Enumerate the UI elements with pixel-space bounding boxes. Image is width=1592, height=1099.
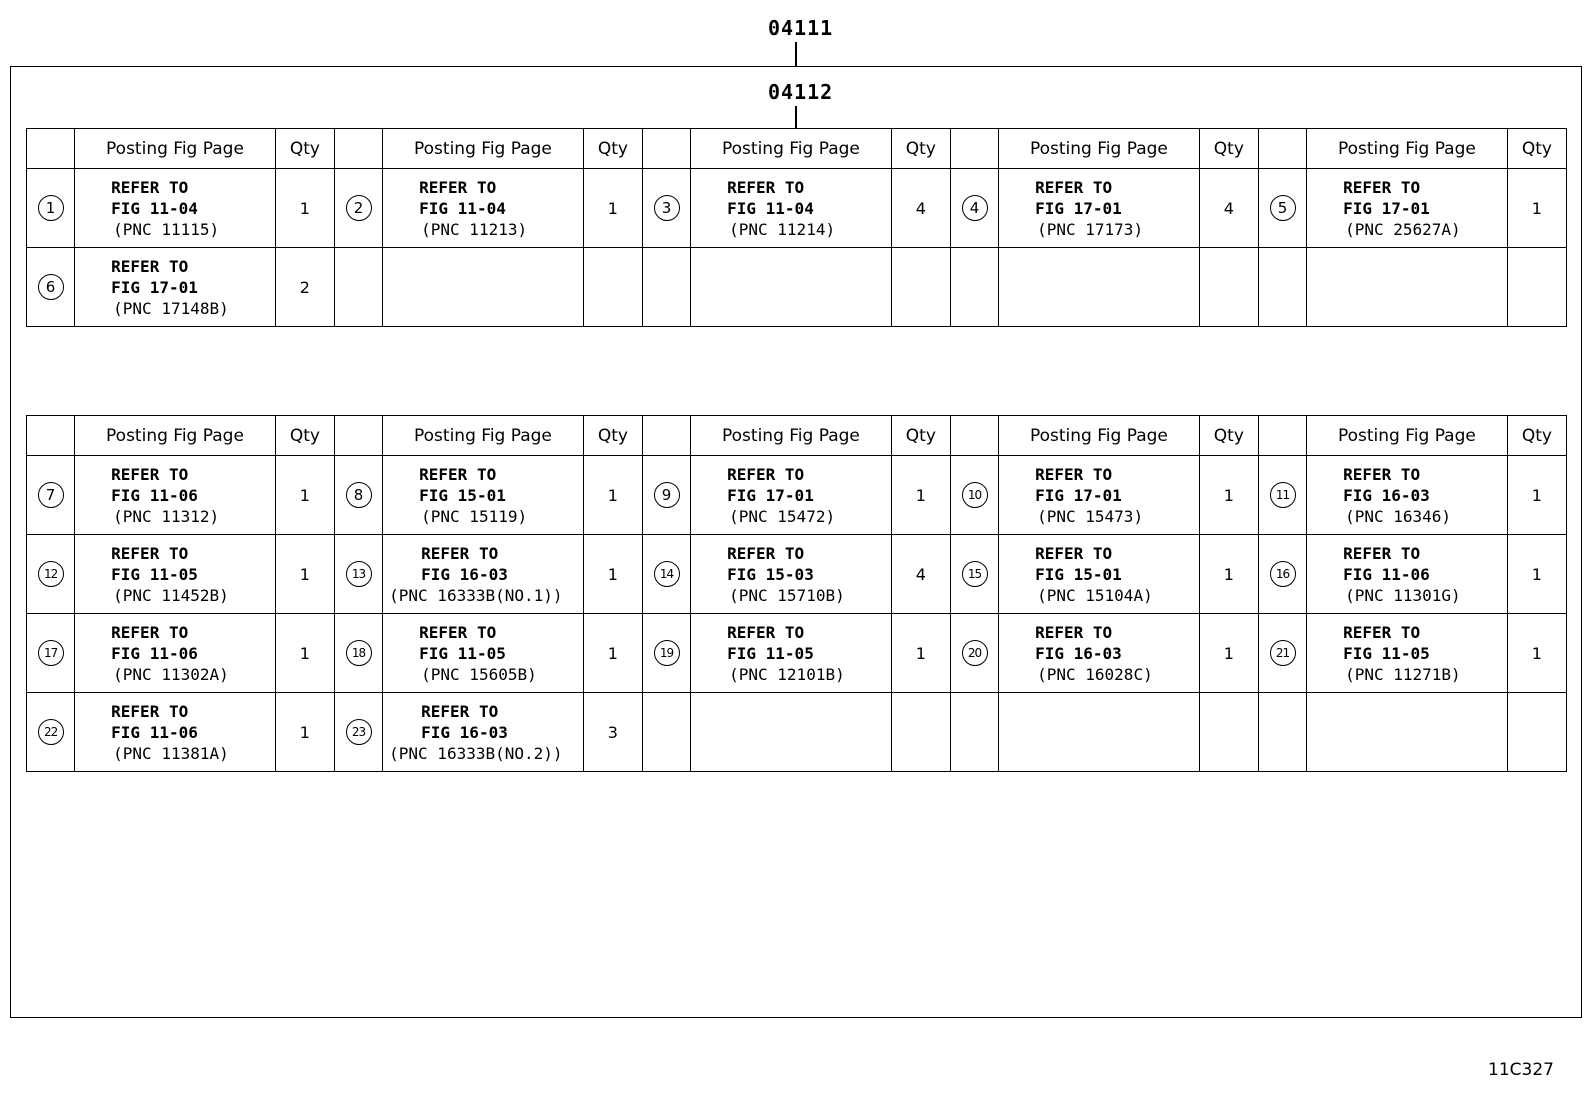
item-number-cell	[334, 169, 382, 248]
posting-fig-page-cell	[1307, 535, 1508, 614]
refer-to-text	[1307, 543, 1507, 606]
refer-line-l2: FIG 17-01	[1343, 198, 1430, 218]
refer-line-l1: REFER TO	[111, 464, 189, 484]
qty-value: 1	[1531, 198, 1542, 218]
header-posting: Posting Fig Page	[691, 416, 892, 456]
qty-cell	[275, 614, 334, 693]
refer-line-l1: REFER TO	[421, 543, 499, 563]
qty-cell	[275, 248, 334, 327]
header-posting: Posting Fig Page	[999, 129, 1200, 169]
table-row	[27, 456, 1567, 535]
item-number-badge: 5	[1270, 195, 1296, 221]
posting-fig-page-cell	[1307, 169, 1508, 248]
item-number-badge: 9	[654, 482, 680, 508]
item-number-cell	[642, 535, 690, 614]
refer-line-l2: FIG 17-01	[1035, 485, 1122, 505]
item-number-cell	[27, 693, 75, 772]
qty-cell	[583, 614, 642, 693]
qty-cell	[583, 248, 642, 327]
item-number-badge: 23	[346, 719, 372, 745]
qty-cell	[275, 456, 334, 535]
header-qty: Qty	[1507, 416, 1566, 456]
qty-cell	[891, 456, 950, 535]
qty-value: 1	[1223, 643, 1234, 663]
header-row	[27, 129, 1567, 169]
qty-cell	[891, 614, 950, 693]
refer-line-l3: (PNC 15605B)	[421, 664, 537, 684]
qty-cell	[275, 535, 334, 614]
refer-to-text	[691, 543, 891, 606]
refer-line-l2: FIG 11-06	[111, 485, 198, 505]
qty-cell	[1199, 693, 1258, 772]
header-qty: Qty	[275, 416, 334, 456]
parts-reference-table-2	[26, 415, 1567, 772]
header-posting: Posting Fig Page	[75, 416, 276, 456]
qty-value: 4	[915, 564, 926, 584]
refer-line-l1: REFER TO	[1343, 622, 1421, 642]
item-number-badge: 14	[654, 561, 680, 587]
posting-fig-page-cell	[383, 248, 584, 327]
qty-cell	[583, 456, 642, 535]
refer-line-l2: FIG 11-04	[419, 198, 506, 218]
qty-cell	[891, 693, 950, 772]
refer-line-l1: REFER TO	[1035, 177, 1113, 197]
header-num-cell	[27, 416, 75, 456]
posting-fig-page-cell	[383, 535, 584, 614]
refer-line-l2: FIG 11-06	[111, 722, 198, 742]
header-posting: Posting Fig Page	[691, 129, 892, 169]
refer-line-l3: (PNC 16333B(NO.1))	[389, 585, 563, 605]
item-number-cell	[642, 693, 690, 772]
item-number-cell	[334, 248, 382, 327]
posting-fig-page-cell	[691, 248, 892, 327]
refer-line-l1: REFER TO	[419, 464, 497, 484]
refer-line-l3: (PNC 25627A)	[1345, 219, 1461, 239]
header-qty: Qty	[1199, 416, 1258, 456]
item-number-cell	[950, 456, 998, 535]
qty-value: 1	[299, 485, 310, 505]
qty-cell	[891, 248, 950, 327]
refer-line-l3: (PNC 15104A)	[1037, 585, 1153, 605]
refer-line-l2: FIG 16-03	[1035, 643, 1122, 663]
refer-line-l1: REFER TO	[1343, 177, 1421, 197]
refer-line-l3: (PNC 11115)	[113, 219, 220, 239]
qty-cell	[583, 535, 642, 614]
item-number-badge: 21	[1270, 640, 1296, 666]
posting-fig-page-cell	[999, 456, 1200, 535]
posting-fig-page-cell	[691, 614, 892, 693]
refer-to-text	[383, 701, 583, 764]
qty-cell	[891, 169, 950, 248]
posting-fig-page-cell	[75, 169, 276, 248]
item-number-cell	[334, 456, 382, 535]
qty-cell	[891, 535, 950, 614]
refer-line-l2: FIG 17-01	[111, 277, 198, 297]
item-number-cell	[1258, 456, 1306, 535]
refer-to-text	[75, 543, 275, 606]
posting-fig-page-cell	[1307, 456, 1508, 535]
refer-line-l2: FIG 17-01	[727, 485, 814, 505]
refer-to-text	[75, 464, 275, 527]
item-number-badge: 12	[38, 561, 64, 587]
refer-to-text	[1307, 177, 1507, 240]
item-number-badge: 18	[346, 640, 372, 666]
header-qty: Qty	[1199, 129, 1258, 169]
item-number-badge: 10	[962, 482, 988, 508]
refer-line-l3: (PNC 16028C)	[1037, 664, 1153, 684]
refer-to-text	[691, 622, 891, 685]
refer-line-l2: FIG 11-05	[111, 564, 198, 584]
header-num-cell	[334, 416, 382, 456]
posting-fig-page-cell	[1307, 693, 1508, 772]
posting-fig-page-cell	[383, 169, 584, 248]
posting-fig-page-cell	[75, 693, 276, 772]
item-number-cell	[27, 535, 75, 614]
refer-to-text	[999, 543, 1199, 606]
header-posting: Posting Fig Page	[383, 416, 584, 456]
refer-line-l3: (PNC 11271B)	[1345, 664, 1461, 684]
leader-line-inner	[795, 106, 797, 128]
item-number-cell	[334, 535, 382, 614]
refer-line-l3: (PNC 16333B(NO.2))	[389, 743, 563, 763]
header-num-cell	[950, 129, 998, 169]
posting-fig-page-cell	[691, 456, 892, 535]
item-number-badge: 7	[38, 482, 64, 508]
item-number-cell	[27, 614, 75, 693]
table-row	[27, 169, 1567, 248]
posting-fig-page-cell	[999, 614, 1200, 693]
qty-value: 1	[1531, 485, 1542, 505]
posting-fig-page-cell	[691, 693, 892, 772]
qty-cell	[1199, 535, 1258, 614]
item-number-cell	[950, 169, 998, 248]
header-num-cell	[950, 416, 998, 456]
qty-value: 1	[1223, 485, 1234, 505]
header-qty: Qty	[891, 129, 950, 169]
posting-fig-page-cell	[75, 456, 276, 535]
refer-line-l2: FIG 15-03	[727, 564, 814, 584]
posting-fig-page-cell	[1307, 248, 1508, 327]
refer-line-l3: (PNC 15119)	[421, 506, 528, 526]
refer-line-l3: (PNC 17173)	[1037, 219, 1144, 239]
table-row	[27, 614, 1567, 693]
refer-line-l3: (PNC 12101B)	[729, 664, 845, 684]
refer-line-l2: FIG 16-03	[421, 564, 508, 584]
qty-cell	[1507, 456, 1566, 535]
posting-fig-page-cell	[75, 535, 276, 614]
header-num-cell	[1258, 129, 1306, 169]
qty-value: 3	[607, 722, 618, 742]
refer-line-l1: REFER TO	[111, 701, 189, 721]
refer-line-l1: REFER TO	[1035, 622, 1113, 642]
item-number-badge: 20	[962, 640, 988, 666]
refer-line-l1: REFER TO	[1343, 464, 1421, 484]
refer-line-l2: FIG 11-05	[727, 643, 814, 663]
refer-line-l3: (PNC 11312)	[113, 506, 220, 526]
item-number-cell	[950, 535, 998, 614]
refer-line-l3: (PNC 15710B)	[729, 585, 845, 605]
refer-line-l2: FIG 16-03	[1343, 485, 1430, 505]
qty-value: 1	[1531, 643, 1542, 663]
refer-to-text	[75, 701, 275, 764]
header-qty: Qty	[583, 129, 642, 169]
refer-line-l2: FIG 11-06	[111, 643, 198, 663]
refer-line-l1: REFER TO	[727, 543, 805, 563]
refer-line-l1: REFER TO	[111, 622, 189, 642]
leader-line-top	[795, 42, 797, 66]
qty-cell	[1507, 248, 1566, 327]
item-number-badge: 19	[654, 640, 680, 666]
refer-to-text	[383, 464, 583, 527]
refer-line-l3: (PNC 11301G)	[1345, 585, 1461, 605]
refer-line-l2: FIG 17-01	[1035, 198, 1122, 218]
item-number-badge: 3	[654, 195, 680, 221]
refer-line-l1: REFER TO	[1035, 543, 1113, 563]
refer-line-l2: FIG 11-05	[419, 643, 506, 663]
qty-value: 1	[915, 485, 926, 505]
item-number-cell	[642, 614, 690, 693]
qty-value: 1	[299, 198, 310, 218]
refer-line-l1: REFER TO	[111, 177, 189, 197]
refer-to-text	[999, 177, 1199, 240]
refer-to-text	[691, 464, 891, 527]
qty-value: 4	[915, 198, 926, 218]
refer-line-l1: REFER TO	[1343, 543, 1421, 563]
item-number-badge: 8	[346, 482, 372, 508]
header-qty: Qty	[275, 129, 334, 169]
item-number-cell	[1258, 614, 1306, 693]
header-posting: Posting Fig Page	[999, 416, 1200, 456]
qty-value: 1	[1531, 564, 1542, 584]
assembly-code-04111: 04111	[768, 16, 834, 40]
item-number-badge: 22	[38, 719, 64, 745]
qty-cell	[1507, 535, 1566, 614]
header-num-cell	[642, 416, 690, 456]
qty-value: 1	[607, 564, 618, 584]
qty-cell	[1507, 693, 1566, 772]
parts-reference-table-1	[26, 128, 1567, 327]
header-posting: Posting Fig Page	[75, 129, 276, 169]
refer-to-text	[999, 464, 1199, 527]
posting-fig-page-cell	[75, 248, 276, 327]
refer-line-l1: REFER TO	[111, 256, 189, 276]
refer-line-l2: FIG 11-04	[727, 198, 814, 218]
qty-cell	[583, 693, 642, 772]
posting-fig-page-cell	[75, 614, 276, 693]
posting-fig-page-cell	[999, 248, 1200, 327]
item-number-cell	[1258, 693, 1306, 772]
item-number-cell	[950, 614, 998, 693]
item-number-cell	[334, 693, 382, 772]
header-qty: Qty	[583, 416, 642, 456]
refer-line-l1: REFER TO	[727, 622, 805, 642]
refer-line-l1: REFER TO	[1035, 464, 1113, 484]
item-number-cell	[1258, 535, 1306, 614]
refer-to-text	[383, 543, 583, 606]
refer-line-l1: REFER TO	[419, 177, 497, 197]
item-number-cell	[27, 169, 75, 248]
qty-value: 1	[299, 722, 310, 742]
refer-line-l3: (PNC 11302A)	[113, 664, 229, 684]
item-number-cell	[334, 614, 382, 693]
posting-fig-page-cell	[383, 456, 584, 535]
refer-to-text	[1307, 464, 1507, 527]
item-number-badge: 6	[38, 274, 64, 300]
refer-to-text	[999, 622, 1199, 685]
item-number-badge: 11	[1270, 482, 1296, 508]
refer-line-l1: REFER TO	[727, 464, 805, 484]
table-row	[27, 693, 1567, 772]
item-number-badge: 17	[38, 640, 64, 666]
refer-line-l3: (PNC 11213)	[421, 219, 528, 239]
refer-line-l2: FIG 15-01	[1035, 564, 1122, 584]
refer-line-l2: FIG 16-03	[421, 722, 508, 742]
header-qty: Qty	[1507, 129, 1566, 169]
qty-value: 1	[299, 643, 310, 663]
qty-value: 2	[299, 277, 310, 297]
refer-to-text	[75, 256, 275, 319]
refer-line-l3: (PNC 15473)	[1037, 506, 1144, 526]
item-number-badge: 15	[962, 561, 988, 587]
refer-to-text	[75, 622, 275, 685]
qty-cell	[275, 693, 334, 772]
refer-line-l2: FIG 11-06	[1343, 564, 1430, 584]
header-posting: Posting Fig Page	[383, 129, 584, 169]
posting-fig-page-cell	[383, 614, 584, 693]
refer-line-l1: REFER TO	[421, 701, 499, 721]
qty-value: 1	[1223, 564, 1234, 584]
qty-value: 1	[299, 564, 310, 584]
refer-to-text	[691, 177, 891, 240]
refer-line-l3: (PNC 16346)	[1345, 506, 1452, 526]
qty-cell	[1507, 169, 1566, 248]
assembly-code-04112: 04112	[768, 80, 834, 104]
qty-cell	[1507, 614, 1566, 693]
refer-to-text	[1307, 622, 1507, 685]
refer-line-l2: FIG 11-05	[1343, 643, 1430, 663]
item-number-badge: 16	[1270, 561, 1296, 587]
item-number-cell	[950, 693, 998, 772]
posting-fig-page-cell	[999, 535, 1200, 614]
header-num-cell	[27, 129, 75, 169]
posting-fig-page-cell	[999, 693, 1200, 772]
refer-line-l3: (PNC 11214)	[729, 219, 836, 239]
item-number-cell	[642, 456, 690, 535]
refer-line-l3: (PNC 17148B)	[113, 298, 229, 318]
posting-fig-page-cell	[691, 535, 892, 614]
qty-value: 1	[915, 643, 926, 663]
qty-cell	[1199, 169, 1258, 248]
figure-code: 11C327	[1488, 1060, 1554, 1080]
item-number-badge: 4	[962, 195, 988, 221]
qty-cell	[1199, 248, 1258, 327]
header-posting: Posting Fig Page	[1307, 129, 1508, 169]
qty-cell	[1199, 456, 1258, 535]
item-number-cell	[642, 169, 690, 248]
header-num-cell	[1258, 416, 1306, 456]
item-number-badge: 13	[346, 561, 372, 587]
qty-value: 4	[1223, 198, 1234, 218]
qty-cell	[583, 169, 642, 248]
posting-fig-page-cell	[691, 169, 892, 248]
item-number-badge: 2	[346, 195, 372, 221]
refer-line-l3: (PNC 11452B)	[113, 585, 229, 605]
header-row	[27, 416, 1567, 456]
item-number-cell	[642, 248, 690, 327]
refer-line-l1: REFER TO	[419, 622, 497, 642]
qty-value: 1	[607, 643, 618, 663]
table-row	[27, 248, 1567, 327]
refer-line-l3: (PNC 11381A)	[113, 743, 229, 763]
refer-line-l2: FIG 11-04	[111, 198, 198, 218]
posting-fig-page-cell	[1307, 614, 1508, 693]
refer-line-l3: (PNC 15472)	[729, 506, 836, 526]
item-number-cell	[27, 456, 75, 535]
header-posting: Posting Fig Page	[1307, 416, 1508, 456]
table-row	[27, 535, 1567, 614]
header-qty: Qty	[891, 416, 950, 456]
refer-to-text	[75, 177, 275, 240]
item-number-cell	[1258, 169, 1306, 248]
header-num-cell	[642, 129, 690, 169]
header-num-cell	[334, 129, 382, 169]
item-number-cell	[950, 248, 998, 327]
refer-line-l1: REFER TO	[111, 543, 189, 563]
item-number-cell	[27, 248, 75, 327]
refer-to-text	[383, 177, 583, 240]
qty-cell	[1199, 614, 1258, 693]
refer-to-text	[383, 622, 583, 685]
posting-fig-page-cell	[999, 169, 1200, 248]
posting-fig-page-cell	[383, 693, 584, 772]
refer-line-l1: REFER TO	[727, 177, 805, 197]
qty-value: 1	[607, 198, 618, 218]
item-number-badge: 1	[38, 195, 64, 221]
item-number-cell	[1258, 248, 1306, 327]
qty-value: 1	[607, 485, 618, 505]
qty-cell	[275, 169, 334, 248]
refer-line-l2: FIG 15-01	[419, 485, 506, 505]
